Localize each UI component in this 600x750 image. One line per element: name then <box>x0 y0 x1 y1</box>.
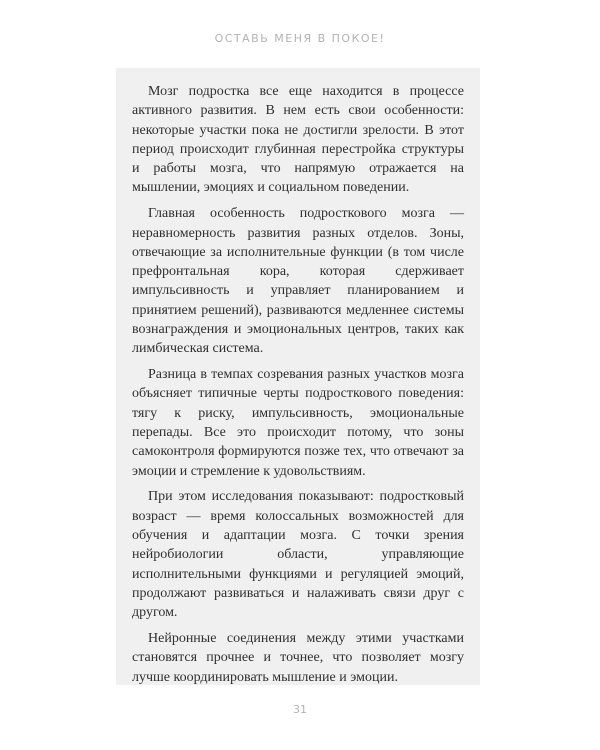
paragraph: Нейронные соединения между этими участками становятся прочнее и точнее, что позволяет мозгу лучше координировать мышление и эмоции. <box>132 631 464 685</box>
paragraph: При этом исследования показывают: подростковый возраст — время колоссальных возможностей для обучения и адаптации мозга. С точки зрения нейробиологии области, управляющие исполнительными функциями и регуляцией эмоций, продолжают развиваться и налаживать связи друг с другом. <box>132 489 464 621</box>
paragraph: Главная особенность подросткового мозга — неравномерность развития разных отделов. Зоны, отвечающие за исполнительные функции (в том числе префронтальная кора, которая сдерживает импульсивность и управляет планированием и принятием решений), развиваются медленнее системы вознаграждения и эмоциональных центров, таких как лимбическая система. <box>132 206 464 357</box>
paragraph: Мозг подростка все еще находится в процессе активного развития. В нем есть свои особенности: некоторые участки пока не достигли зрелости. В этот период происходит глубинная перестройка структуры и работы мозга, что напрямую отражается на мышлении, эмоциях и социальном поведении. <box>132 84 464 196</box>
paragraph: Разница в темпах созревания разных участков мозга объясняет типичные черты подросткового поведения: тягу к риску, импульсивность, эмоциональные перепады. Все это происходит потому, что зоны самоконтроля формируются позже тех, что отвечают за эмоции и стремление к удовольствиям. <box>132 367 464 479</box>
text-box <box>116 68 480 685</box>
page-number: 31 <box>293 703 307 716</box>
running-head: ОСТАВЬ МЕНЯ В ПОКОЕ! <box>214 32 386 45</box>
